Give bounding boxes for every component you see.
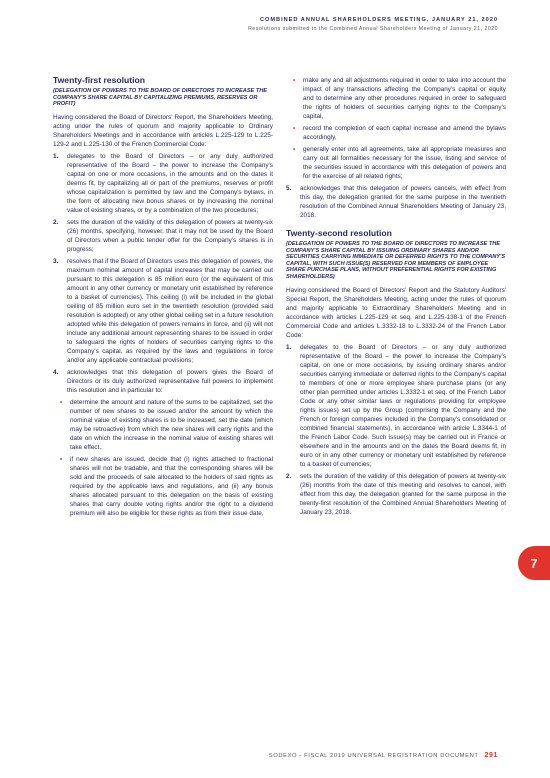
bullet-icon: • bbox=[293, 146, 296, 153]
bullet-icon: • bbox=[293, 77, 296, 84]
bullet-text: make any and all adjustments required in order to take into account the impact of any transactions affecting the Company's capital or equity and to determine any other procedures required in order to safeguard the rights of holders of securities carrying rights to the Company's capital, bbox=[303, 77, 506, 120]
item-text: sets the duration of the validity of this delegation of powers at twenty-six (26) months, specifying, however, that it may not be used by the Board of Directors when a public tender offer for the Company's shares is in progress; bbox=[67, 218, 273, 253]
bullet-item bbox=[60, 455, 273, 518]
numbered-item bbox=[286, 472, 506, 517]
numbered-item bbox=[53, 368, 273, 395]
item-number: 1. bbox=[53, 152, 59, 160]
resolution-21-subtitle: (DELEGATION OF POWERS TO THE BOARD OF DIRECTORS TO INCREASE THE COMPANY'S SHARE CAPITAL BY CAPITALIZING PREMIUMS, RESERVES OR PROFIT) bbox=[53, 88, 268, 108]
bullet-item bbox=[60, 398, 273, 452]
item-number: 2. bbox=[286, 472, 292, 480]
right-column bbox=[286, 76, 506, 520]
item-number: 3. bbox=[53, 257, 59, 265]
item-number: 2. bbox=[53, 218, 59, 226]
header-title: COMBINED ANNUAL SHAREHOLDERS MEETING, JANUARY 21, 2020 bbox=[259, 17, 498, 23]
item-text: sets the duration of the validity of this delegation of powers at twenty-six (26) months from the date of this meeting and resolves to cancel, with effect from this day, the delegation granted for the same purpose in the twenty-first resolution of the Combined Annual Shareholders Meeting of January 23, 2018. bbox=[300, 472, 506, 516]
bullet-item bbox=[293, 145, 506, 181]
resolution-22-intro: Having considered the Board of Directors' Report and the Statutory Auditors' Special Report, the Shareholders Meeting, acting under the rules of quorum and majority applicable to Extraordinary Shareholders Meeting and in accordance with articles L.225-129 et seq. and L.225-138-1 of the French Commercial Code and articles L.3332-18 to L.3332-24 of the French Labor Code: bbox=[286, 286, 506, 339]
resolution-21-intro: Having considered the Board of Directors' Report, the Shareholders Meeting, acting under the rules of quorum and majority applicable to Ordinary Shareholders Meetings and in accordance with articles L.225-129 to L.225-129-2 and L.225-130 of the French Commercial Code: bbox=[53, 113, 273, 148]
item-text: acknowledges that this delegation of powers cancels, with effect from this day, the delegation granted for the same purpose in the twentieth resolution of the Combined Annual Shareholders Meeting of January 23, 2018. bbox=[300, 185, 506, 219]
item-text: delegates to the Board of Directors – or any duly authorized representative of the Board – the power to increase the Company's capital on one or more occasions, in the amounts and on the dates it deems fit, by capitalizing all or part of the premiums, reserves or profit whose capitalization is permitted by law and the Company's bylaws, in the form of allocating new bonus shares or by increasing the nominal value of existing shares, or by a combination of the two procedures; bbox=[67, 152, 273, 214]
numbered-item bbox=[286, 184, 506, 220]
resolution-22-title: Twenty-second resolution bbox=[286, 228, 392, 238]
left-column bbox=[53, 76, 273, 521]
item-number: 1. bbox=[286, 343, 292, 351]
page-footer bbox=[269, 752, 498, 759]
item-number: 5. bbox=[286, 185, 292, 192]
item-text: acknowledges that this delegation of powers gives the Board of Directors or its duly authorized representative full powers to implement this resolution and in particular to: bbox=[67, 368, 273, 394]
chapter-tab: 7 bbox=[518, 546, 550, 580]
numbered-item bbox=[286, 343, 506, 469]
item-text: delegates to the Board of Directors – or any duly authorized representative of the Board – the power to increase the Company's capital, on one or more occasions, by issuing ordinary shares and/or securities carrying immediate or deferred rights to the Company's capital to members of one or more employee share purchase plans (or any other plan permitted under articles L.3332-1 et seq. of the French Labor Code or any other similar laws or regulations providing for employee rights issues) set up by the Group (comprising the Company and the French or foreign companies included in the Company's consolidated or combined financial statements), in accordance with article L.3344-1 of the French Labor Code. Such issue(s) may be carried out in France or elsewhere and in the amounts and on the dates the Board deems fit, in euro or in any other currency or monetary unit established by reference to a basket of currencies; bbox=[300, 343, 506, 468]
item-number: 4. bbox=[53, 368, 59, 376]
bullet-text: generally enter into all agreements, take all appropriate measures and carry out all formalities necessary for the issue, listing and service of the securities issued in accordance with this delegation of powers and for the exercise of all related rights; bbox=[303, 146, 506, 180]
bullet-item bbox=[293, 124, 506, 142]
bullet-icon: • bbox=[293, 125, 296, 132]
numbered-item bbox=[53, 257, 273, 365]
numbered-item bbox=[53, 218, 273, 254]
bullet-text: determine the amount and nature of the sums to be capitalized, set the number of new shares to be issued and/or the amount by which the nominal value of existing shares is to be increased, set the date (which may be retroactive) from which the new shares will carry rights and the date on which the increase in the nominal value of existing shares will take effect, bbox=[70, 398, 273, 451]
numbered-item bbox=[53, 152, 273, 215]
page-number: 291 bbox=[484, 752, 498, 759]
bullet-icon: • bbox=[60, 455, 63, 463]
bullet-item bbox=[293, 76, 506, 121]
header-subtitle: Resolutions submitted to the Combined Annual Shareholders Meeting of January 21, 2020 bbox=[248, 26, 498, 32]
resolution-21-title: Twenty-first resolution bbox=[53, 75, 145, 85]
bullet-icon: • bbox=[60, 398, 63, 406]
bullet-text: if new shares are issued, decide that (i) rights attached to fractional shares will not be tradable, and that the corresponding shares will be sold and the proceeds of sale allocated to the holders of said rights as required by the applicable laws and regulations, and (ii) any bonus shares allocated pursuant to this delegation on the basis of existing shares that carry double voting rights and/or the right to a dividend premium will also be eligible for these rights as from their issue date, bbox=[70, 455, 273, 517]
running-header bbox=[248, 17, 498, 32]
bullet-text: record the completion of each capital increase and amend the bylaws accordingly, bbox=[303, 125, 506, 141]
footer-text: SODEXO - FISCAL 2019 UNIVERSAL REGISTRATION DOCUMENT bbox=[268, 753, 479, 759]
resolution-22-subtitle: (DELEGATION OF POWERS TO THE BOARD OF DIRECTORS TO INCREASE THE COMPANY'S SHARE CAPITAL BY ISSUING ORDINARY SHARES AND/OR SECURITIES CARRYING IMMEDIATE OR DEFERRED RIGHTS TO THE COMPANY'S CAPITAL, WITH SUCH ISSUE(S) RESERVED FOR MEMBERS OF EMPLOYEE SHARE PURCHASE PLANS, WITHOUT PREFERENTIAL RIGHTS FOR EXISTING SHAREHOLDERS) bbox=[286, 241, 506, 280]
item-text: resolves that if the Board of Directors uses this delegation of powers, the maximum nominal amount of capital increases that may be carried out pursuant to this delegation is 85 million euro (or the equivalent of this amount in any other currency or monetary unit established by reference to a basket of currencies). This ceiling (i) will be included in the global ceiling of 85 million euro set in the twentieth resolution (provided said resolution is adopted) or any other global ceiling set in a future resolution adopted while this delegation of powers remains in force, and (ii) will not include any additional amount representing shares to be issued in order to safeguard the rights of holders of securities carrying rights to the Company's capital, as required by the laws and regulations in force and/or any applicable contractual provisions; bbox=[67, 257, 273, 364]
